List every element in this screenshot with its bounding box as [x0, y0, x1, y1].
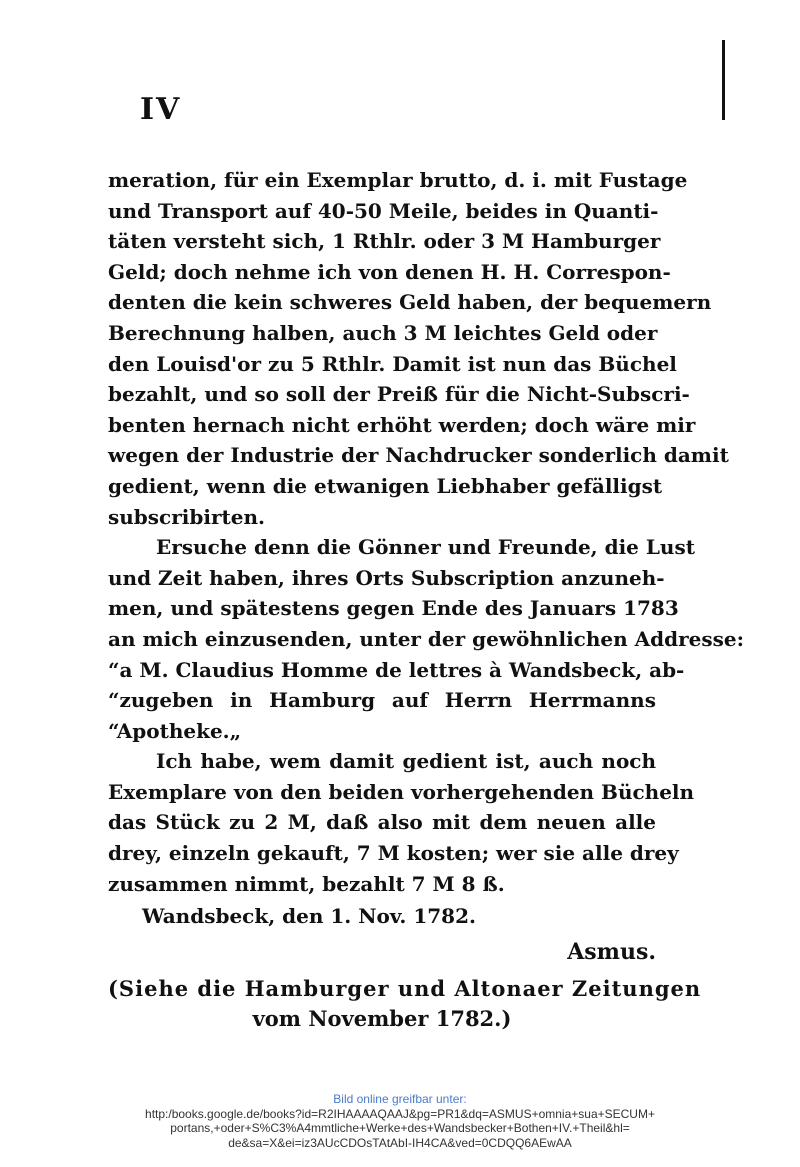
text-line: zusammen nimmt, bezahlt 7 M 8 ß.: [108, 871, 505, 896]
text-line: Berechnung halben, auch 3 M leichtes Geld oder: [108, 320, 658, 345]
text-line: “Apotheke.„: [108, 718, 242, 743]
newspaper-note: (Siehe die Hamburger und Altonaer Zeitungen: [108, 975, 702, 1001]
text-line: gedient, wenn die etwanigen Liebhaber gefälligst: [108, 473, 663, 498]
text-line: subscribirten.: [108, 504, 265, 529]
text-line: und Transport auf 40-50 Meile, beides in Quanti-: [108, 198, 659, 223]
source-footer: [0, 1092, 800, 1150]
text-line: denten die kein schweres Geld haben, der bequemern: [108, 290, 712, 315]
text-line: benten hernach nicht erhöht werden; doch wäre mir: [108, 412, 696, 437]
source-label: Bild online greifbar unter:: [333, 1092, 467, 1106]
text-line: den Louisd'or zu 5 Rthlr. Damit ist nun das Büchel: [108, 351, 677, 376]
place-date: Wandsbeck, den 1. Nov. 1782.: [142, 904, 476, 929]
text-line: bezahlt, und so soll der Preiß für die Nicht-Subscri-: [108, 382, 690, 407]
text-line: wegen der Industrie der Nachdrucker sonderlich damit: [108, 443, 729, 468]
text-line: Ich habe, wem damit gedient ist, auch noch: [156, 749, 656, 774]
text-line: Ersuche denn die Gönner und Freunde, die Lust: [156, 535, 695, 560]
text-line: das Stück zu 2 M, daß also mit dem neuen alle: [108, 810, 656, 835]
body-text: [108, 165, 744, 1035]
source-url-line[interactable]: http:/books.google.de/books?id=R2IHAAAAQAAJ&pg=PR1&dq=ASMUS+omnia+sua+SECUM+: [145, 1106, 655, 1121]
source-url-line[interactable]: de&sa=X&ei=iz3AUcCDOsTAtAbI-IH4CA&ved=0CDQQ6AEwAA: [228, 1135, 572, 1150]
signature: Asmus.: [567, 938, 656, 965]
text-line: Geld; doch nehme ich von denen H. H. Correspon-: [108, 259, 671, 284]
text-line: täten versteht sich, 1 Rthlr. oder 3 M Hamburger: [108, 229, 661, 254]
text-line: und Zeit haben, ihres Orts Subscription anzuneh-: [108, 565, 665, 590]
newspaper-note: vom November 1782.): [252, 1006, 512, 1032]
text-line: men, und spätestens gegen Ende des Januars 1783: [108, 596, 679, 621]
page-number: IV: [140, 92, 182, 127]
source-url-line[interactable]: portans,+oder+S%C3%A4mmtliche+Werke+des+Wandsbecker+Bothen+IV.+Theil&hl=: [170, 1121, 630, 1135]
text-line: an mich einzusenden, unter der gewöhnlichen Addresse:: [108, 626, 744, 651]
text-line: drey, einzeln gekauft, 7 M kosten; wer sie alle drey: [108, 841, 679, 866]
text-line: Exemplare von den beiden vorhergehenden Bücheln: [108, 779, 695, 804]
page-edge-line: [722, 40, 725, 120]
text-line: “a M. Claudius Homme de lettres à Wandsbeck, ab-: [108, 657, 685, 682]
text-line: “zugeben in Hamburg auf Herrn Herrmanns: [108, 688, 656, 713]
text-line: meration, für ein Exemplar brutto, d. i. mit Fustage: [108, 168, 688, 192]
